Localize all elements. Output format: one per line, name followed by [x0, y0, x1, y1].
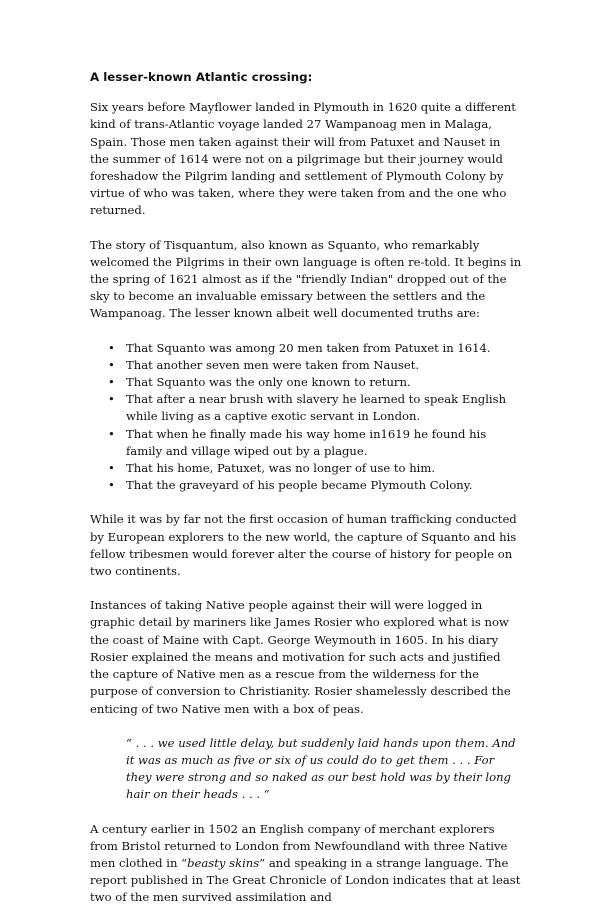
document-title: A lesser-known Atlantic crossing: [90, 70, 313, 84]
list-item: • That Squanto was among 20 men taken from Patuxet in 1614. [90, 340, 522, 357]
paragraph-4: Instances of taking Native people against their will were logged in graphic detail by mariners like James Rosier who explored what is now the coast of Maine with Capt. George Weymouth in 1605. In his diary Rosier explained the means and motivation for such acts and justified the capture of Native men as a rescue from the wilderness for the purpose of conversion to Christianity. Rosier shamelessly described the enticing of two Native men with a box of peas. [90, 598, 511, 716]
paragraph-2: The story of Tisquantum, also known as Squanto, who remarkably welcomed the Pilgrims in their own language is often re-told. It begins in the spring of 1621 almost as if the "friendly Indian" dropped out of the sky to become an invaluable emissary between the settlers and the Wampanoag. The lesser known albeit well documented truths are: [90, 237, 522, 321]
list-item: • That Squanto was the only one known to return. [90, 374, 522, 391]
truths-list [90, 340, 522, 495]
list-item: • That when he finally made his way home in1619 he found his family and village wiped out by a plague. [90, 426, 522, 460]
paragraph-5-italic: beasty skins [187, 855, 260, 870]
list-item: • That after a near brush with slavery he learned to speak English while living as a captive exotic servant in London. [90, 391, 522, 425]
paragraph-1: Six years before Mayflower landed in Plymouth in 1620 quite a different kind of trans-Atlantic voyage landed 27 Wampanoag men in Malaga, Spain. Those men taken against their will from Patuxet and Nauset in the summer of 1614 were not on a pilgrimage but their journey would foreshadow the Pilgrim landing and settlement of Plymouth Colony by virtue of who was taken, where they were taken from and the one who returned. [90, 100, 516, 218]
document-body [90, 69, 522, 924]
paragraph-5 [90, 821, 522, 907]
paragraph-5-text-end: ” and speaking in a strange language. The report published in The Great Chronicle of London indicates that at least two of the men survived assimilation and [90, 855, 521, 905]
rosier-quote: “ . . . we used little delay, but suddenly laid hands upon them. And it was as much as five or six of us could do to get them . . . For they were strong and so naked as our best hold was by their long hair on their heads . . . “ [126, 735, 516, 802]
list-item: • That another seven men were taken from Nauset. [90, 357, 522, 374]
paragraph-5-text-start: A century earlier in 1502 an English company of merchant explorers from Bristol returned to London from Newfoundland with three Native men clothed in “ [90, 821, 508, 870]
paragraph-3: While it was by far not the first occasion of human trafficking conducted by European explorers to the new world, the capture of Squanto and his fellow tribesmen would forever alter the course of history for people on two continents. [90, 512, 517, 579]
list-item: • That the graveyard of his people became Plymouth Colony. [90, 477, 522, 494]
list-item: • That his home, Patuxet, was no longer of use to him. [90, 460, 522, 477]
